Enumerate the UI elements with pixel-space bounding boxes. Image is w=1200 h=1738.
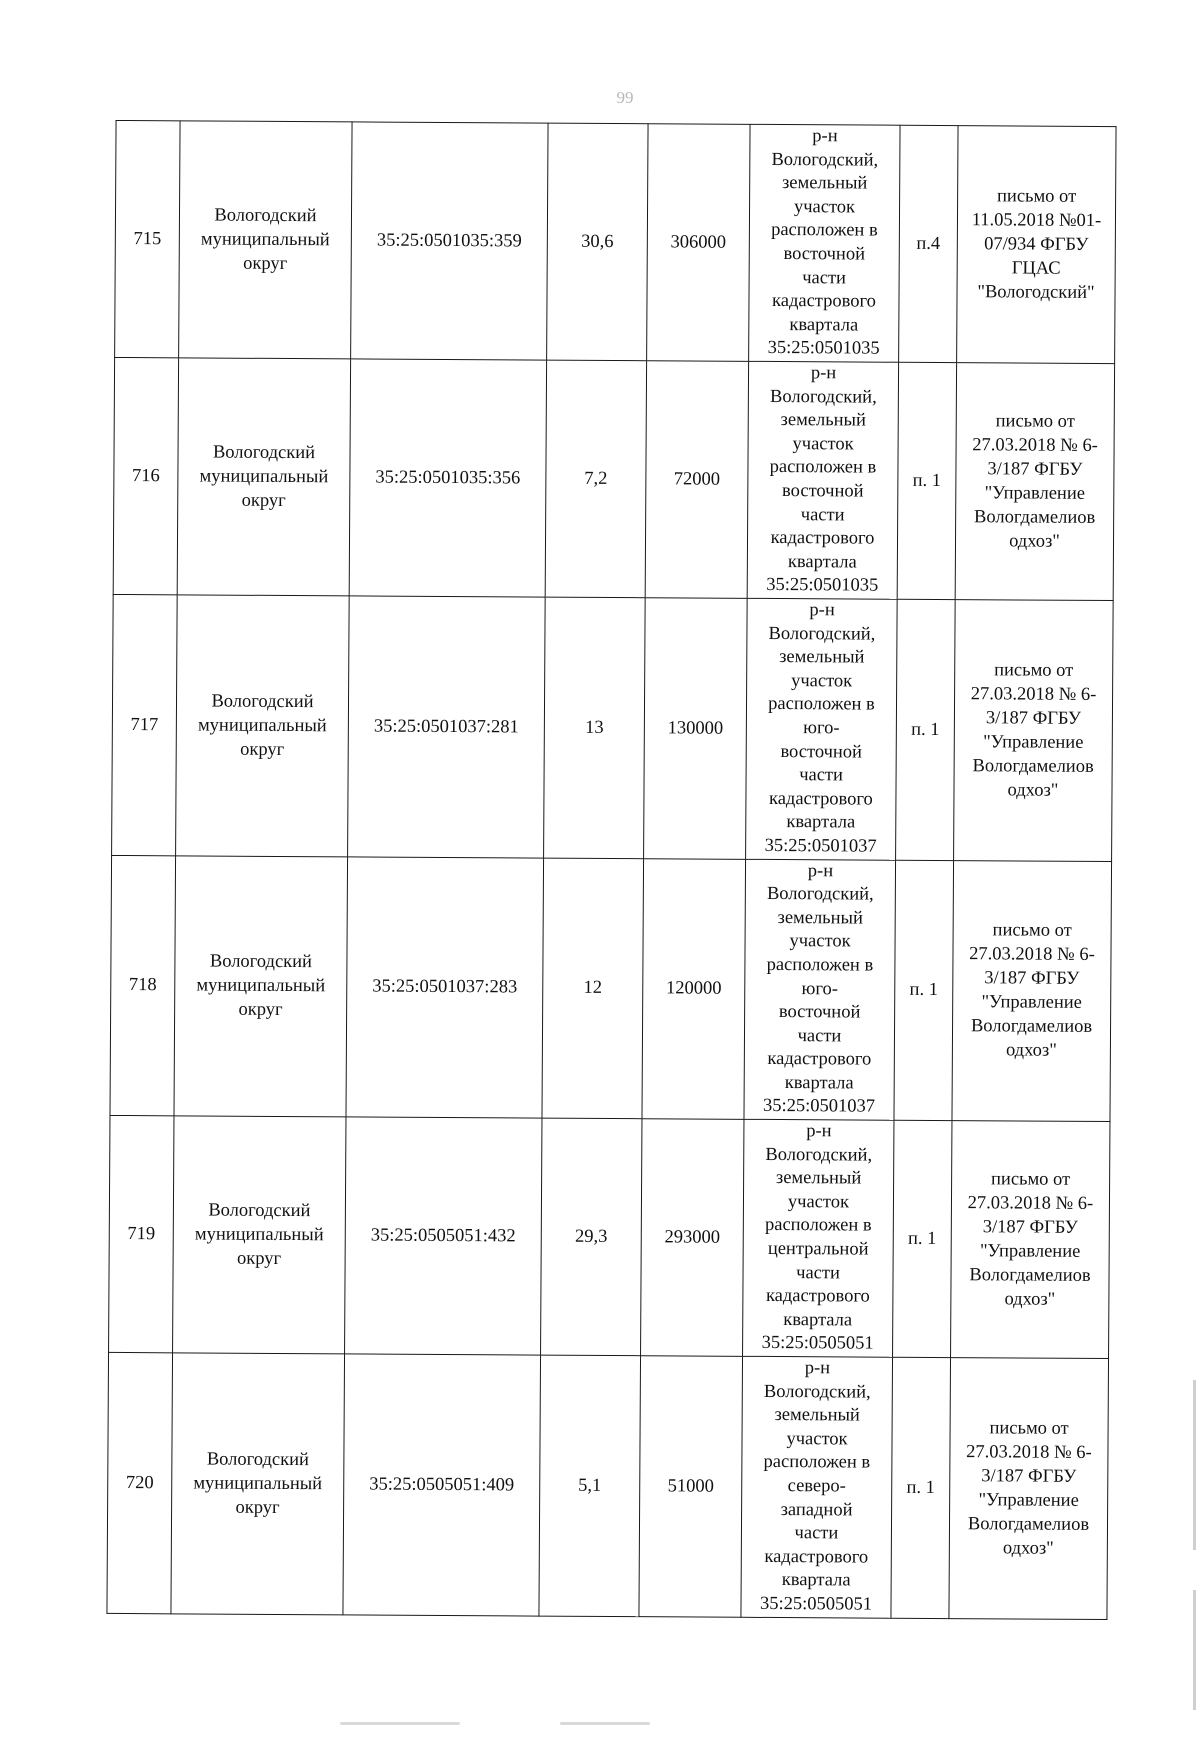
cadastral-number-cell: 35:25:0501035:356 xyxy=(349,359,546,597)
area-m2-cell: 293000 xyxy=(641,1119,744,1357)
table-row xyxy=(112,594,1114,861)
area-ha-cell: 13 xyxy=(544,597,646,858)
basis-cell: письмо от 27.03.2018 № 6-3/187 ФГБУ "Управление Вологдамелиов одхоз" xyxy=(952,860,1112,1121)
scan-smudge xyxy=(340,1722,460,1725)
location-cell: р-н Вологодский, земельный участок расположен в юго- восточной части кадастрового квартала 35:25:0501037 xyxy=(746,598,898,859)
clause-cell: п.4 xyxy=(899,125,958,362)
cadastral-number-cell: 35:25:0501037:281 xyxy=(348,596,546,858)
area-ha-cell: 12 xyxy=(542,858,644,1119)
district-cell: Вологодский муниципальный округ xyxy=(173,1116,346,1354)
scan-edge-mark xyxy=(1193,1590,1196,1710)
row-number: 720 xyxy=(107,1352,173,1613)
location-cell: р-н Вологодский, земельный участок расположен в восточной части кадастрового квартала 35:25:0501035 xyxy=(747,361,898,599)
location-cell: р-н Вологодский, земельный участок расположен в центральной части кадастрового квартала 35:25:0505051 xyxy=(743,1119,894,1357)
clause-cell: п. 1 xyxy=(896,599,956,860)
table-row xyxy=(107,1352,1109,1619)
location-cell: р-н Вологодский, земельный участок расположен в восточной части кадастрового квартала 35:25:0501035 xyxy=(749,124,900,362)
row-number: 718 xyxy=(110,855,176,1116)
scan-edge-mark xyxy=(1193,1380,1196,1550)
area-m2-cell: 51000 xyxy=(639,1356,743,1617)
table-row xyxy=(115,120,1116,363)
area-m2-cell: 120000 xyxy=(642,858,746,1119)
clause-cell: п. 1 xyxy=(891,1357,951,1618)
location-cell: р-н Вологодский, земельный участок расположен в северо- западной части кадастрового квартала 35:25:0505051 xyxy=(741,1356,893,1617)
basis-cell: письмо от 27.03.2018 № 6-3/187 ФГБУ "Управление Вологдамелиов одхоз" xyxy=(955,363,1114,601)
location-cell: р-н Вологодский, земельный участок расположен в юго- восточной части кадастрового квартала 35:25:0501037 xyxy=(744,859,896,1120)
land-plots-table xyxy=(106,120,1116,1620)
cadastral-number-cell: 35:25:0501035:359 xyxy=(351,122,548,360)
table-row xyxy=(110,855,1112,1122)
area-ha-cell: 29,3 xyxy=(541,1118,642,1356)
basis-cell: письмо от 27.03.2018 № 6-3/187 ФГБУ "Управление Вологдамелиов одхоз" xyxy=(949,1358,1109,1619)
district-cell: Вологодский муниципальный округ xyxy=(179,121,352,359)
district-cell: Вологодский муниципальный округ xyxy=(177,358,350,596)
cadastral-number-cell: 35:25:0501037:283 xyxy=(346,856,544,1118)
basis-cell: письмо от 27.03.2018 № 6-3/187 ФГБУ "Управление Вологдамелиов одхоз" xyxy=(951,1121,1110,1359)
cadastral-number-cell: 35:25:0505051:432 xyxy=(345,1117,542,1355)
area-m2-cell: 306000 xyxy=(647,124,750,362)
clause-cell: п. 1 xyxy=(893,1120,952,1357)
area-m2-cell: 130000 xyxy=(644,598,748,859)
table-row xyxy=(109,1116,1110,1359)
page-number: 99 xyxy=(616,88,634,107)
district-cell: Вологодский муниципальный округ xyxy=(176,595,350,857)
area-ha-cell: 30,6 xyxy=(547,123,648,361)
basis-cell: письмо от 27.03.2018 № 6-3/187 ФГБУ "Управление Вологдамелиов одхоз" xyxy=(954,600,1114,861)
scan-smudge xyxy=(560,1722,650,1725)
row-number: 717 xyxy=(112,594,178,855)
area-m2-cell: 72000 xyxy=(645,361,748,599)
basis-cell: письмо от 11.05.2018 №01-07/934 ФГБУ ГЦАС "Вологодский" xyxy=(957,126,1116,364)
row-number: 719 xyxy=(109,1116,174,1353)
clause-cell: п. 1 xyxy=(894,860,954,1121)
cadastral-number-cell: 35:25:0505051:409 xyxy=(343,1354,541,1616)
table-row xyxy=(113,357,1114,600)
area-ha-cell: 5,1 xyxy=(539,1355,641,1616)
district-cell: Вологодский муниципальный округ xyxy=(171,1353,345,1615)
row-number: 715 xyxy=(115,120,180,357)
district-cell: Вологодский муниципальный округ xyxy=(174,855,348,1117)
row-number: 716 xyxy=(113,357,178,594)
area-ha-cell: 7,2 xyxy=(545,360,646,598)
clause-cell: п. 1 xyxy=(897,362,956,599)
